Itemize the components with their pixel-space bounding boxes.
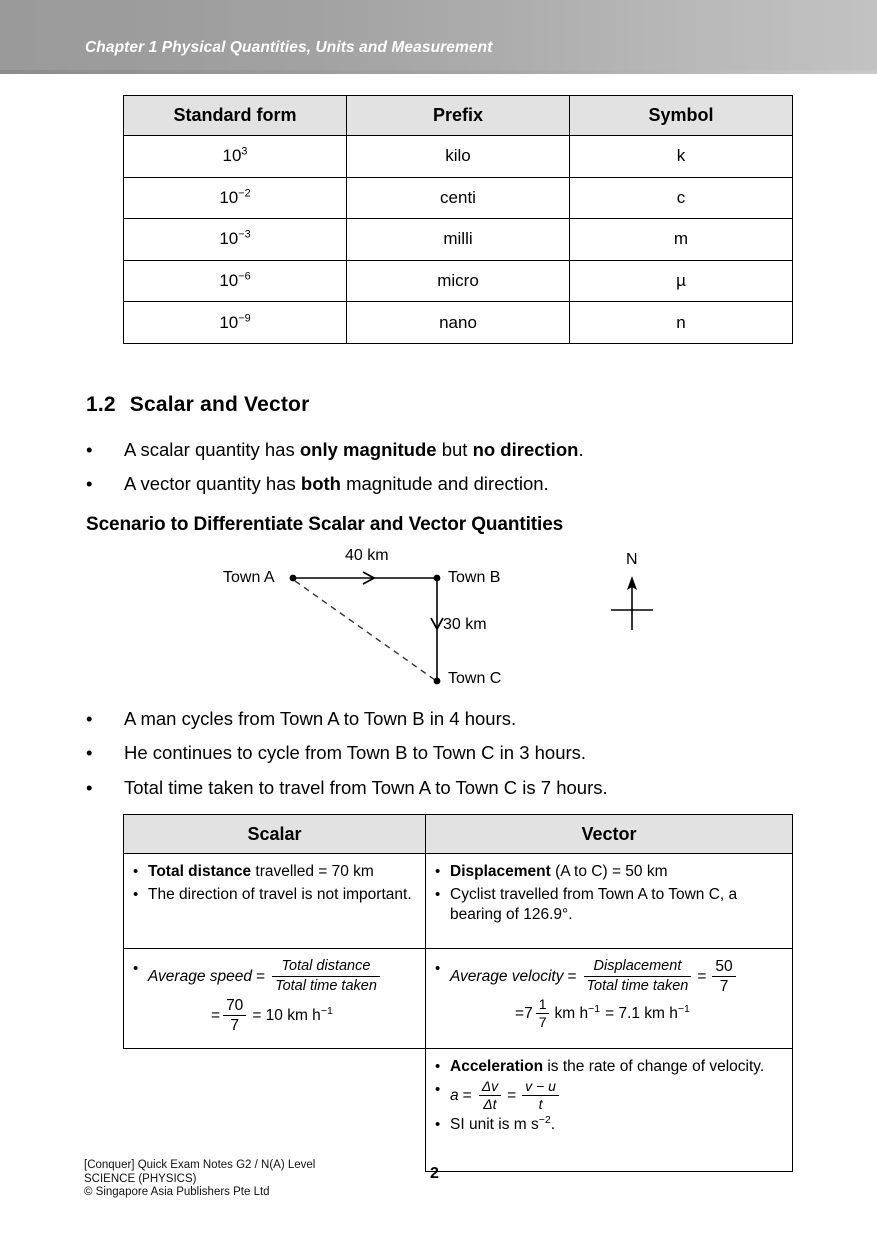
text-tail: . (578, 439, 584, 460)
footer-line-2: SCIENCE (PHYSICS) (84, 1172, 197, 1185)
unit-exponent: −1 (677, 1003, 690, 1016)
table-row (124, 302, 793, 344)
cell-vector-acceleration (426, 1049, 793, 1172)
table-row-facts (124, 854, 793, 949)
bullet-marker-icon: • (435, 1058, 441, 1075)
page-header-rule (0, 70, 877, 74)
fraction-50-over-7 (712, 958, 735, 995)
fraction-denominator: 7 (538, 1014, 547, 1030)
list-item (435, 1057, 783, 1078)
column-header-vector: Vector (426, 815, 793, 854)
equals-sign: = (256, 968, 266, 986)
fraction-numerator: Δv (479, 1079, 501, 1096)
unit-exponent: −2 (538, 1113, 551, 1126)
text-mid: but (436, 439, 473, 460)
cell-scalar-empty (124, 1049, 426, 1172)
town-b-dot-icon (434, 575, 441, 582)
label-town-c: Town C (448, 670, 502, 687)
equals-sign-2: = (211, 1007, 221, 1025)
si-unit-text: SI unit is m s (450, 1115, 539, 1133)
cell-symbol: c (570, 177, 793, 219)
list-item (133, 862, 416, 883)
list-item-label: The direction of travel is not important. (148, 885, 412, 903)
fraction-numerator: 70 (223, 997, 246, 1016)
text-bold-1: only magnitude (299, 439, 437, 460)
text-rest: is the rate of change of velocity. (543, 1058, 765, 1075)
equals-sign-2: = (507, 1086, 517, 1104)
si-unit-tail: . (550, 1115, 556, 1133)
segment-a-to-c-dashed (295, 581, 435, 680)
text-bold-2: no direction (472, 439, 579, 460)
exponent-value: −2 (238, 187, 251, 200)
list-item (133, 885, 416, 906)
label-distance-bc: 30 km (443, 616, 487, 633)
bullet-marker-icon: • (435, 1080, 441, 1098)
acceleration-equation (450, 1077, 783, 1113)
unit-text: km h (554, 1005, 589, 1023)
formula-result-value (252, 1006, 333, 1027)
base-value: 10 (219, 229, 239, 249)
fraction-distance-over-time (272, 958, 380, 995)
fraction-denominator: t (538, 1095, 543, 1112)
list-item (435, 862, 783, 883)
base-value: 10 (219, 312, 239, 332)
decimal-result (605, 1004, 690, 1025)
equals-sign-mid: = (697, 968, 707, 986)
fraction-numerator: v − u (522, 1079, 559, 1096)
cell-symbol: m (570, 219, 793, 261)
list-item (86, 437, 826, 463)
fraction-denominator: Δt (483, 1095, 497, 1112)
fraction-denominator: Total time taken (275, 978, 377, 994)
table-row (124, 136, 793, 178)
column-header-prefix: Prefix (347, 96, 570, 136)
mixed-whole-part: 7 (524, 1005, 533, 1023)
exponent-value: −3 (238, 228, 251, 241)
text-bold: Displacement (450, 863, 551, 880)
chapter-title: Chapter 1 Physical Quantities, Units and Measurement (85, 39, 493, 56)
base-value: 10 (219, 271, 239, 291)
town-a-dot-icon (290, 575, 297, 582)
bullet-marker-icon: • (133, 885, 139, 903)
text-bold-1: both (300, 473, 341, 494)
mixed-unit (554, 1004, 600, 1025)
list-item-label: He continues to cycle from Town B to Town C in 3 hours. (124, 742, 587, 763)
cell-scalar-facts (124, 854, 426, 949)
mixed-number-7-and-1-7 (524, 998, 552, 1031)
cell-standard-form (124, 260, 347, 302)
page-number: 2 (430, 1165, 439, 1182)
bullet-marker-icon: • (86, 708, 93, 729)
fraction-delta-v-over-delta-t (479, 1079, 501, 1112)
list-item (86, 775, 846, 801)
fraction-numerator: 50 (712, 958, 735, 977)
cell-standard-form (124, 302, 347, 344)
town-c-dot-icon (434, 678, 441, 685)
table-row (124, 219, 793, 261)
list-item-label (124, 437, 826, 463)
table-row-formulas (124, 949, 793, 1049)
label-town-b: Town B (448, 569, 501, 586)
fraction-numerator: 1 (536, 997, 550, 1014)
section-heading (86, 393, 309, 417)
unit-exponent: −1 (320, 1005, 333, 1018)
list-item (86, 740, 846, 766)
bullet-marker-icon: • (133, 960, 139, 977)
base-value: 10 (219, 187, 239, 207)
footer-credits (84, 1159, 315, 1200)
cell-prefix: nano (347, 302, 570, 344)
column-header-scalar: Scalar (124, 815, 426, 854)
fraction-numerator: Displacement (584, 958, 692, 977)
fraction-70-over-7 (223, 997, 246, 1034)
footer-line-1: [Conquer] Quick Exam Notes G2 / N(A) Level (84, 1159, 316, 1171)
decimal-text: = 7.1 km h (605, 1005, 678, 1023)
exponent-value: −9 (238, 312, 251, 325)
list-item (435, 1115, 783, 1136)
prefix-table (123, 95, 793, 344)
list-item-label (450, 1057, 783, 1078)
equals-sign: = (462, 1086, 472, 1104)
text-rest: (A to C) = 50 km (550, 863, 668, 880)
bullet-marker-icon: • (133, 863, 139, 880)
fraction-denominator: 7 (719, 978, 729, 995)
list-item-label (450, 862, 783, 883)
section-title: Scalar and Vector (129, 393, 310, 416)
list-item-label: Total time taken to travel from Town A to Town C is 7 hours. (124, 777, 608, 798)
fraction-displacement-over-time (584, 958, 692, 995)
list-item-label (124, 471, 826, 497)
cell-prefix: kilo (347, 136, 570, 178)
label-town-a: Town A (223, 569, 275, 586)
bullet-marker-icon: • (435, 1115, 441, 1133)
base-value: 10 (222, 146, 242, 166)
fraction-denominator: 7 (230, 1017, 239, 1034)
unit-exponent: −1 (588, 1003, 601, 1016)
table-row (124, 260, 793, 302)
column-header-standard-form: Standard form (124, 96, 347, 136)
table-row (124, 177, 793, 219)
exponent-value: 3 (241, 145, 248, 158)
cell-prefix: milli (347, 219, 570, 261)
formula-line-1 (450, 959, 783, 996)
formula-average-velocity (435, 959, 783, 996)
label-north: N (626, 551, 638, 568)
cell-vector-facts (426, 854, 793, 949)
formula-average-speed (133, 959, 416, 996)
scenario-heading: Scenario to Differentiate Scalar and Vector Quantities (86, 514, 564, 535)
bullet-marker-icon: • (435, 863, 441, 880)
equals-sign-2: = (515, 1005, 525, 1023)
cell-symbol: k (570, 136, 793, 178)
footer-line-3: © Singapore Asia Publishers Pte Ltd (84, 1186, 270, 1198)
fraction-denominator: Total time taken (586, 978, 689, 994)
cell-symbol: µ (570, 260, 793, 302)
cell-prefix: micro (347, 260, 570, 302)
formula-label: Average speed (148, 968, 252, 986)
si-unit-label (450, 1115, 783, 1136)
fraction-numerator: Total distance (272, 958, 380, 977)
formula-label: Average velocity (450, 968, 564, 986)
equals-sign: = (567, 968, 577, 986)
list-item (86, 471, 826, 497)
table-header-row (124, 96, 793, 136)
bullet-marker-icon: • (435, 960, 441, 977)
scalar-vector-comparison-table (123, 814, 793, 1172)
town-journey-diagram (200, 548, 700, 700)
bullet-marker-icon: • (86, 742, 93, 763)
list-item-label (148, 862, 416, 883)
text-bold: Acceleration (450, 1058, 544, 1075)
cell-standard-form (124, 177, 347, 219)
formula-line-2 (435, 998, 783, 1031)
table-row-acceleration (124, 1049, 793, 1172)
exponent-value: −6 (238, 270, 251, 283)
text-bold: Total distance (148, 863, 252, 880)
text-lead: A vector quantity has (124, 473, 301, 494)
text-lead: A scalar quantity has (124, 439, 300, 460)
text-mid: magnitude and direction. (340, 473, 549, 494)
formula-line-2 (133, 998, 416, 1035)
page-header-band (0, 0, 877, 70)
cell-symbol: n (570, 302, 793, 344)
formula-acceleration (435, 1077, 783, 1113)
result-text: = 10 km h (252, 1007, 321, 1025)
bullet-marker-icon: • (86, 473, 93, 494)
bullet-marker-icon: • (435, 885, 441, 903)
list-item-label: Cyclist travelled from Town A to Town C, a bearing of 126.9°. (450, 885, 738, 923)
label-distance-ab: 40 km (345, 547, 389, 564)
bullet-marker-icon: • (86, 439, 93, 460)
cell-scalar-formula (124, 949, 426, 1049)
table-header-row (124, 815, 793, 854)
cell-standard-form (124, 136, 347, 178)
list-item (435, 885, 783, 926)
section-number: 1.2 (86, 393, 116, 416)
cell-standard-form (124, 219, 347, 261)
formula-line-1 (148, 959, 416, 996)
list-item (86, 706, 846, 732)
cell-prefix: centi (347, 177, 570, 219)
list-item-label: A man cycles from Town A to Town B in 4 hours. (124, 708, 517, 729)
cell-vector-formula (426, 949, 793, 1049)
text-rest: travelled = 70 km (251, 863, 374, 880)
fraction-v-minus-u-over-t (522, 1079, 559, 1112)
mixed-fraction (536, 997, 550, 1030)
symbol-a: a (450, 1086, 459, 1104)
column-header-symbol: Symbol (570, 96, 793, 136)
bullet-marker-icon: • (86, 777, 93, 798)
